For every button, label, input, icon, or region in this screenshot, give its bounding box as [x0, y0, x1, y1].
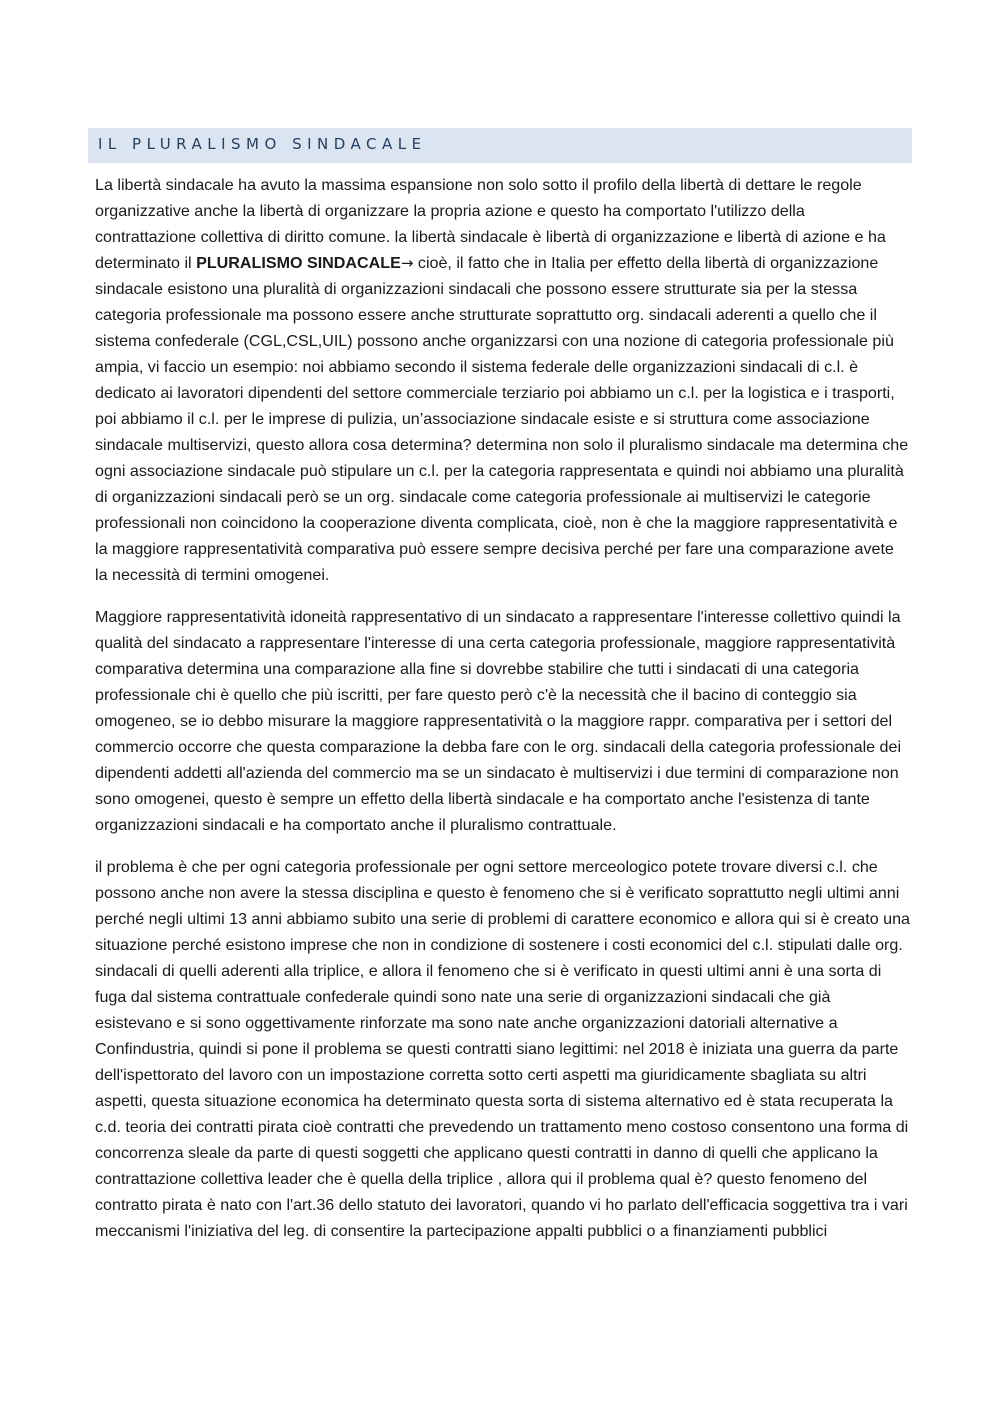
right-arrow-icon: → [400, 254, 414, 272]
paragraph-1-rest: cioè, il fatto che in Italia per effetto della libertà di organizzazione sindacale esistono una pluralità di organizzazioni sindacali che possono essere strutturate sia per la stessa categoria professionale ma possono essere anche strutturate soprattutto org. sindacali aderenti a quello che il sistema confederale (CGL,CSL,UIL) possono anche organizzarsi con una nozione di categoria professionale più ampia, vi faccio un esempio: noi abbiamo secondo il sistema federale delle organizzazioni sindacali di c.l. è dedicato ai lavoratori dipendenti del settore commerciale terziario poi abbiamo un c.l. per la logistica e i trasporti, poi abbiamo il c.l. per le imprese di pulizia, un’associazione sindacale esiste e si struttura come associazione sindacale multiservizi, questo allora cosa determina? determina non solo il pluralismo sindacale ma determina che ogni associazione sindacale può stipulare un c.l. per la categoria rappresentata e quindi noi abbiamo una pluralità di organizzazioni sindacali però se un org. sindacale come categoria professionale ai multiservizi le categorie professionali non coincidono la cooperazione diventa complicata, cioè, non è che la maggiore rappresentatività e la maggiore rappresentatività comparativa può essere sempre decisiva perché per fare una comparazione avete la necessità di termini omogenei. [95, 254, 909, 584]
paragraph-3: il problema è che per ogni categoria professionale per ogni settore merceologico potete trovare diversi c.l. che possono anche non avere la stessa disciplina e questo è fenomeno che si è verificato soprattutto negli ultimi anni perché negli ultimi 13 anni abbiamo subito una serie di problemi di carattere economico e allora qui si è creato una situazione perché esistono imprese che non in condizione di sostenere i costi economici del c.l. stipulati dalle org. sindacali di quelli aderenti alla triplice, e allora il fenomeno che si è verificato in questi ultimi anni è una sorta di fuga dal sistema contrattuale confederale quindi sono nate una serie di organizzazioni sindacali che già esistevano e si sono oggettivamente rinforzate ma sono nate anche organizzazioni datoriali alternative a Confindustria, quindi si pone il problema se questi contratti siano legittimi: nel 2018 è iniziata una guerra da parte dell'ispettorato del lavoro con un impostazione corretta sotto certi aspetti ma giuridicamente sbagliata su altri aspetti, questa situazione economica ha determinato questa sorta di sistema alternativo ed è stata recuperata la c.d. teoria dei contratti pirata cioè contratti che prevedendo un trattamento meno costoso consentono una forma di concorrenza sleale da parte di questi soggetti che applicano questi contratti in danno di quelli che applicano la contrattazione collettiva leader che è quella della triplice , allora qui il problema qual è? questo fenomeno del contratto pirata è nato con l'art.36 dello statuto dei lavoratori, quando vi ho parlato dell'efficacia soggettiva tra i vari meccanismi l'iniziativa del leg. di consentire la partecipazione appalti pubblici o a finanziamenti pubblici [95, 858, 910, 1240]
section-heading-bar [88, 128, 912, 163]
paragraph-2: Maggiore rappresentatività idoneità rappresentativo di un sindacato a rappresentare l'interesse collettivo quindi la qualità del sindacato a rappresentare l'interesse di una certa categoria professionale, maggiore rappresentatività comparativa determina una comparazione alla fine si dovrebbe stabilire che tutti i sindacati di una categoria professionale chi è quello che più iscritti, per fare questo però c'è la necessità che il bacino di conteggio sia omogeneo, se io debbo misurare la maggiore rappresentatività o la maggiore rappr. comparativa per i settori del commercio occorre che questa comparazione la debba fare con le org. sindacali della categoria professionale dei dipendenti addetti all'azienda del commercio ma se un sindacato è multiservizi i due termini di comparazione non sono omogenei, questo è sempre un effetto della libertà sindacale e ha comportato anche l'esistenza di tante organizzazioni sindacali e ha comportato anche il pluralismo contrattuale. [95, 608, 902, 834]
document-body [95, 172, 910, 1260]
pluralismo-sindacale-term: PLURALISMO SINDACALE [196, 254, 401, 272]
section-heading: IL PLURALISMO SINDACALE [98, 135, 427, 153]
paragraph-1-intro: La libertà sindacale ha avuto la massima espansione non solo sotto il profilo della libertà di dettare le regole organizzative anche la libertà di organizzare la propria azione e questo ha comportato l'utilizzo della contrattazione collettiva di diritto comune. la libertà sindacale è libertà di organizzazione e libertà di azione e ha determinato il [95, 176, 886, 272]
paragraph-1 [95, 172, 910, 588]
